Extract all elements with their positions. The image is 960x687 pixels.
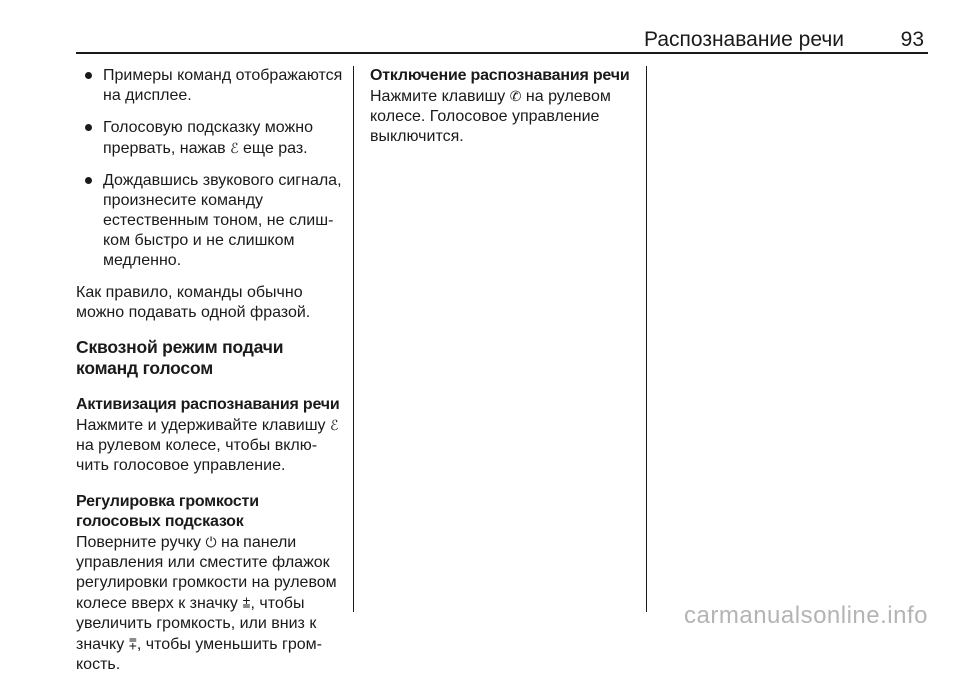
bullet-text: Голосовую подсказку можно прервать, нажав [103, 119, 313, 157]
bullet-text: еще раз. [238, 140, 308, 157]
power-knob-icon: ⏻ [205, 534, 217, 550]
activation-text-part: на рулевом колесе, чтобы включить голосовое управление. [76, 437, 318, 474]
bullet-list [76, 66, 344, 271]
volume-text-part: , чтобы увеличить громкость, или вниз к значку [76, 595, 317, 653]
activation-text [76, 415, 344, 476]
left-column [76, 66, 344, 687]
volume-text-part: , чтобы уменьшить громкость. [76, 636, 322, 673]
volume-text [76, 532, 344, 675]
voice-control-icon: ℰ [330, 417, 339, 433]
subsection-title-volume: Регулировка громкости голосовых подсказок [76, 493, 259, 530]
bullet-item [76, 118, 344, 159]
bullet-text: Дождавшись звукового сигнала, произнесите команду естественным тоном, не слишком быстро и не слишком медленно. [103, 172, 342, 269]
disable-text [370, 86, 630, 147]
bullet-dot [85, 124, 92, 131]
voice-control-icon: ℰ [230, 140, 239, 156]
column-divider [353, 66, 354, 612]
disable-text-part: Нажмите клавишу [370, 88, 510, 105]
volume-text-part: Поверните ручку [76, 534, 206, 551]
volume-text-part: на панели управления или сместите флажок регулировки громкости на рулевом колесе вверх к значку [76, 534, 337, 612]
phone-icon: ✆ [509, 88, 522, 104]
bullet-dot [85, 72, 92, 79]
right-column [370, 66, 630, 159]
bullet-text: Примеры команд отображаются на дисплее. [103, 67, 343, 104]
activation-text-part: Нажмите и удерживайте клавишу [76, 417, 330, 434]
page-header [76, 26, 928, 54]
disable-text-part: на рулевом колесе. Голосовое управление выключится. [370, 88, 611, 145]
column-divider [646, 66, 647, 612]
page-number: 93 [900, 28, 924, 51]
subsection-title-activation: Активизация распознавания речи [76, 396, 340, 413]
watermark: carmanualsonline.info [684, 602, 928, 629]
section-title: Сквозной режим подачи команд голосом [76, 337, 284, 378]
header-rule [76, 52, 928, 54]
volume-down-icon: ⩱ [128, 636, 137, 652]
bullet-item [76, 66, 344, 106]
volume-up-icon: ⩲ [242, 595, 251, 611]
paragraph: Как правило, команды обычно можно подавать одной фразой. [76, 284, 311, 321]
bullet-item [76, 171, 344, 271]
subsection-title-disable: Отключение распознавания речи [370, 67, 630, 84]
page-title: Распознавание речи [644, 28, 844, 51]
bullet-dot [85, 177, 92, 184]
